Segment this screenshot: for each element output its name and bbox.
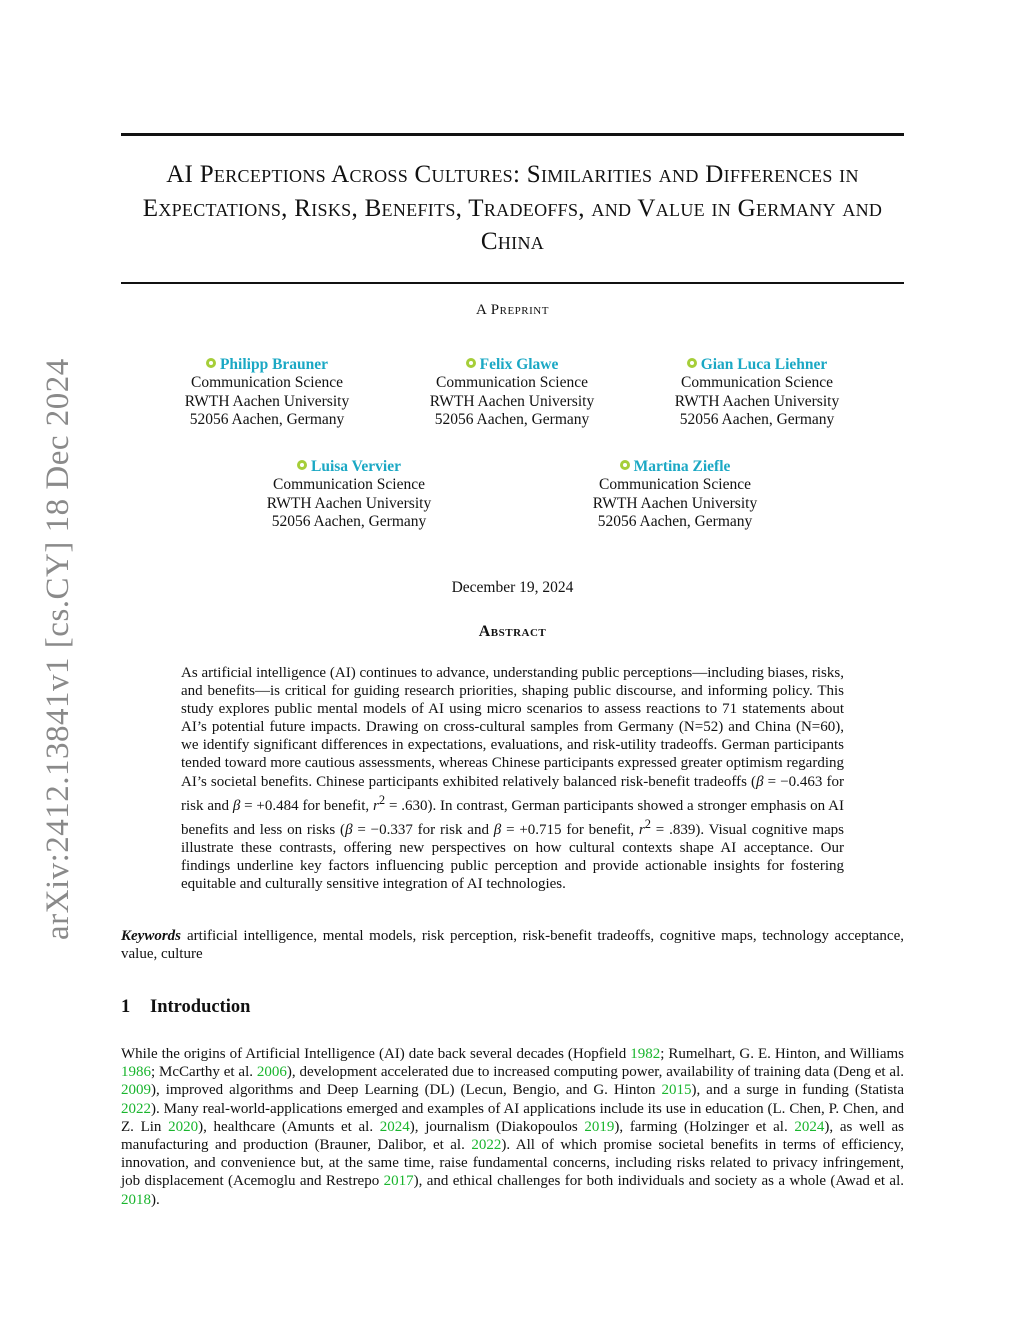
citation-link[interactable]: 2009 — [121, 1082, 151, 1099]
intro-text: ), development accelerated due to increased computing power, availability of training data (Deng et al. — [286, 1064, 905, 1081]
citation-link[interactable]: 2006 — [256, 1064, 287, 1081]
intro-text: ), improved algorithms and Deep Learning (DL) (Lecun, Bengio, and G. Hinton — [151, 1082, 662, 1099]
top-rule — [121, 133, 904, 136]
citation-link[interactable]: 2024 — [794, 1118, 825, 1135]
citation-link[interactable]: 2019 — [584, 1118, 615, 1135]
author-name-link[interactable]: Gian Luca Liehner — [700, 356, 828, 373]
author-name-link[interactable]: Philipp Brauner — [219, 356, 329, 373]
author-university: RWTH Aachen University — [429, 392, 595, 410]
citation-link[interactable]: 2020 — [168, 1118, 199, 1135]
author-department: Communication Science — [681, 374, 833, 392]
orcid-icon[interactable] — [687, 358, 697, 368]
author-address: 52056 Aachen, Germany — [434, 411, 590, 429]
orcid-icon[interactable] — [620, 460, 630, 470]
author-department: Communication Science — [273, 476, 425, 494]
citation-link[interactable]: 1986 — [121, 1064, 151, 1081]
intro-text: ), journalism (Diakopoulos — [409, 1118, 585, 1135]
author-university: RWTH Aachen University — [266, 494, 432, 512]
author-block — [402, 356, 622, 430]
author-name-link[interactable]: Martina Ziefle — [633, 458, 731, 475]
intro-text: ; McCarthy et al. — [151, 1064, 257, 1081]
author-address: 52056 Aachen, Germany — [597, 513, 753, 531]
intro-text: While the origins of Artificial Intelligence (AI) date back several decades (Hopfield — [121, 1046, 631, 1062]
publication-date: December 19, 2024 — [451, 579, 574, 596]
author-address: 52056 Aachen, Germany — [271, 513, 427, 531]
title-bottom-rule — [121, 282, 904, 284]
author-block — [647, 356, 867, 430]
orcid-icon[interactable] — [297, 460, 307, 470]
citation-link[interactable]: 2018 — [121, 1191, 151, 1208]
orcid-icon[interactable] — [206, 358, 216, 368]
author-address: 52056 Aachen, Germany — [189, 411, 345, 429]
author-address: 52056 Aachen, Germany — [679, 411, 835, 429]
intro-text: ), healthcare (Amunts et al. — [198, 1118, 380, 1135]
intro-text: ), farming (Holzinger et al. — [614, 1118, 795, 1135]
author-university: RWTH Aachen University — [592, 494, 758, 512]
intro-text: ), and a surge in funding (Statista — [691, 1082, 904, 1099]
intro-text: ), as well as manufacturing and production (Brauner, Dalibor, et al. — [121, 1118, 904, 1154]
abstract-heading: Abstract — [478, 623, 547, 640]
author-department: Communication Science — [599, 476, 751, 494]
introduction-paragraph — [121, 1045, 904, 1209]
keywords — [121, 927, 904, 963]
citation-link[interactable]: 2017 — [383, 1173, 414, 1190]
intro-text: ). Many real-world-applications emerged and examples of AI applications include its use in education (L. Chen, P. Chen, and Z. Lin — [121, 1100, 904, 1135]
arxiv-identifier: arXiv:2412.13841v1 [cs.CY] 18 Dec 2024 — [40, 358, 76, 940]
intro-text: ). All of which promise societal benefits in terms of efficiency, innovation, and convenience but, at the same time, raise fundamental concerns, including risks related to privacy infringement, job displacement (Acemoglu and Restrepo — [121, 1137, 905, 1190]
author-name-link[interactable]: Felix Glawe — [479, 356, 559, 373]
author-university: RWTH Aachen University — [674, 392, 840, 410]
author-university: RWTH Aachen University — [184, 392, 350, 410]
preprint-label: A Preprint — [476, 302, 549, 318]
paper-title: AI Perceptions Across Cultures: Similarities and Differences in Expectations, Risks, Benefits, Tradeoffs, and Value in Germany and China — [142, 161, 883, 255]
keywords-list: artificial intelligence, mental models, risk perception, risk-benefit tradeoffs, cognitive maps, technology acceptance, value, culture — [121, 928, 904, 963]
intro-text: ), and ethical challenges for both individuals and society as a whole (Awad et al. — [413, 1173, 904, 1190]
orcid-icon[interactable] — [466, 358, 476, 368]
keywords-label: Keywords — [121, 928, 181, 944]
citation-link[interactable]: 2024 — [379, 1118, 410, 1135]
author-block — [565, 458, 785, 532]
author-department: Communication Science — [191, 374, 343, 392]
citation-link[interactable]: 2022 — [471, 1137, 502, 1154]
citation-link[interactable]: 1982 — [630, 1046, 661, 1062]
abstract-text: As artificial intelligence (AI) continues to advance, understanding public perceptions—including biases, risks, and benefits—is critical for guiding research priorities, shaping public discourse, and informing policy. This study explores public mental models of AI using micro scenarios to assess reactions to 71 statements about AI’s potential future impacts. Drawing on cross-cultural samples from Germany (N=52) and China (N=60), we identify significant differences in expectations, evaluations, and risk-utility tradeoffs. German participants tended toward more cautious assessments, whereas Chinese participants expressed greater optimism regarding AI’s societal benefits. Chinese participants exhibited relatively balanced risk-benefit tradeoffs (β = −0.463 for risk and β = +0.484 for benefit, $r^2 = .630$). In contrast, German participants showed a stronger emphasis on AI benefits and less on risks (β = −0.337 for risk and β = +0.715 for benefit, $r^2 = .839$). Visual cognitive maps illustrate these contrasts, offering new perspectives on how cultural contexts shape AI acceptance. Our findings underline key factors influencing public perception and provide actionable insights for fostering equitable and culturally sensitive integration of AI technologies. — [181, 665, 844, 893]
author-block — [157, 356, 377, 430]
citation-link[interactable]: 2015 — [661, 1082, 692, 1099]
intro-text: ; Rumelhart, G. E. Hinton, and Williams — [660, 1046, 904, 1062]
citation-link[interactable]: 2022 — [121, 1100, 151, 1117]
author-block — [239, 458, 459, 532]
section-heading: 1 Introduction — [121, 997, 251, 1017]
author-name-link[interactable]: Luisa Vervier — [311, 458, 401, 475]
author-department: Communication Science — [436, 374, 588, 392]
intro-text: ). — [151, 1191, 160, 1208]
